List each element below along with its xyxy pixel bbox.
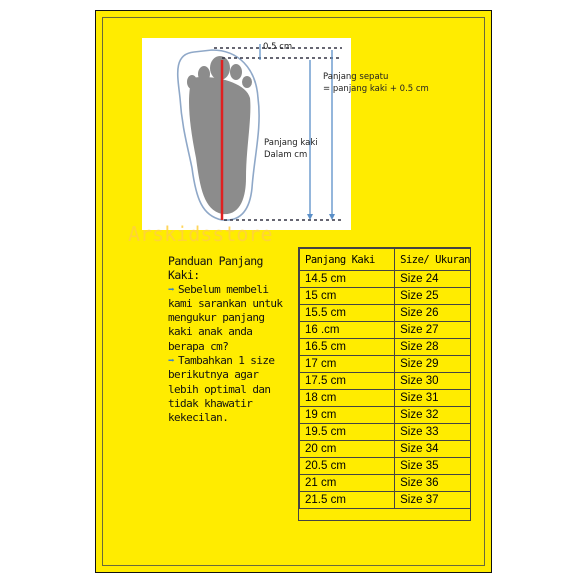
size-cell: Size 30: [395, 373, 471, 390]
foot-length-cell: 17 cm: [300, 356, 395, 373]
guide-title-1: Panduan Panjang: [168, 254, 263, 268]
size-cell: Size 32: [395, 407, 471, 424]
tip2-line: Tambahkan 1 size: [178, 354, 275, 368]
size-cell: Size 25: [395, 288, 471, 305]
tip1-line: kaki anak anda: [168, 325, 253, 339]
column-header-foot-length: Panjang Kaki: [300, 249, 395, 271]
tip2-line: lebih optimal dan: [168, 382, 271, 396]
arrow-right-icon: ➡: [168, 354, 175, 368]
table-row: [300, 475, 471, 492]
size-cell: Size 26: [395, 305, 471, 322]
foot-length-cell: 18 cm: [300, 390, 395, 407]
size-cell: Size 36: [395, 475, 471, 492]
inner-length-label-1: Panjang kaki: [264, 138, 318, 148]
size-cell: Size 37: [395, 492, 471, 509]
table-row: [300, 305, 471, 322]
table-row: [300, 458, 471, 475]
size-cell: Size 29: [395, 356, 471, 373]
foot-illustration: [142, 38, 351, 230]
foot-length-cell: 20 cm: [300, 441, 395, 458]
table-row: [300, 373, 471, 390]
tip1-line: Sebelum membeli: [178, 282, 269, 296]
foot-length-cell: 16 .cm: [300, 322, 395, 339]
foot-length-cell: 19 cm: [300, 407, 395, 424]
size-cell: Size 31: [395, 390, 471, 407]
table-header-row: [300, 249, 471, 271]
table-row: [300, 407, 471, 424]
shoe-length-label-2: = panjang kaki + 0.5 cm: [323, 84, 429, 94]
tip1-line: kami sarankan untuk: [168, 296, 283, 310]
table-row: [300, 288, 471, 305]
size-cell: Size 24: [395, 271, 471, 288]
foot-shape: [189, 77, 250, 214]
size-cell: Size 34: [395, 441, 471, 458]
tip2-line: tidak khawatir: [168, 396, 253, 410]
toe-5: [242, 76, 252, 88]
foot-length-cell: 15.5 cm: [300, 305, 395, 322]
offset-label: 0.5 cm: [263, 42, 293, 52]
guide-title-2: Kaki:: [168, 268, 200, 283]
table-row: [300, 271, 471, 288]
foot-length-cell: 20.5 cm: [300, 458, 395, 475]
foot-length-cell: 15 cm: [300, 288, 395, 305]
toe-4: [230, 64, 242, 80]
table-row: [300, 322, 471, 339]
size-cell: Size 27: [395, 322, 471, 339]
foot-length-cell: 21 cm: [300, 475, 395, 492]
foot-length-cell: 14.5 cm: [300, 271, 395, 288]
inner-length-label-2: Dalam cm: [264, 150, 308, 160]
size-chart-table: [298, 247, 471, 521]
foot-length-cell: 19.5 cm: [300, 424, 395, 441]
size-cell: Size 33: [395, 424, 471, 441]
tip1-line: berapa cm?: [168, 339, 229, 353]
column-header-size: Size/ Ukuran: [395, 249, 471, 271]
size-cell: Size 35: [395, 458, 471, 475]
table-row: [300, 339, 471, 356]
table-row: [300, 492, 471, 509]
size-cell: Size 28: [395, 339, 471, 356]
table-row: [300, 441, 471, 458]
table-row: [300, 390, 471, 407]
foot-length-cell: 21.5 cm: [300, 492, 395, 509]
tip2-line: kekecilan.: [168, 411, 229, 425]
shoe-length-label-1: Panjang sepatu: [323, 72, 389, 82]
table-row: [300, 356, 471, 373]
tip1-line: mengukur panjang: [168, 311, 265, 325]
arrow-right-icon: ➡: [168, 282, 175, 296]
tip2-line: berikutnya agar: [168, 368, 259, 382]
guide-text: [168, 254, 292, 426]
foot-length-cell: 16.5 cm: [300, 339, 395, 356]
store-watermark: Arskidsstore: [128, 222, 273, 246]
toe-3: [187, 75, 197, 89]
toe-2: [198, 66, 210, 82]
toe-big: [210, 56, 230, 80]
table-row: [300, 424, 471, 441]
foot-measure-diagram: [142, 38, 429, 230]
foot-length-cell: 17.5 cm: [300, 373, 395, 390]
